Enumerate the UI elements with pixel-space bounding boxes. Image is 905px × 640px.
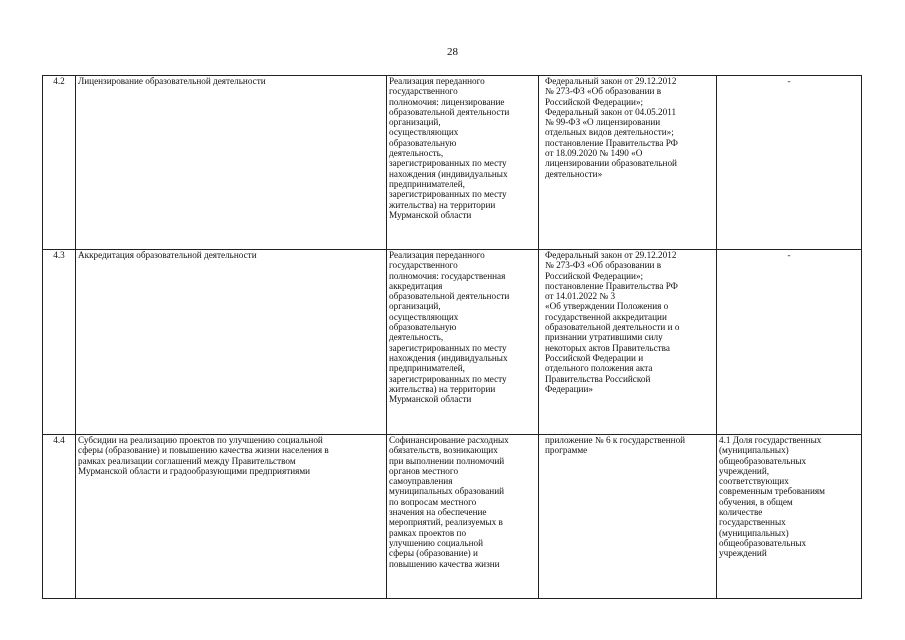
indicator xyxy=(717,435,862,599)
program-table xyxy=(42,75,862,599)
text-line: государственных xyxy=(719,517,786,528)
text-line: предпринимателей, xyxy=(389,178,465,189)
text-line: Российской Федерации и xyxy=(545,352,644,363)
text-line: (муниципальных) xyxy=(719,527,789,538)
text-line: 4.1 Доля государственных xyxy=(719,435,822,445)
text-line: от 18.09.2020 № 1490 «О xyxy=(545,148,643,159)
text-line: постановление Правительства РФ xyxy=(545,280,678,291)
measure-name xyxy=(76,435,387,599)
text-line: нахождения (индивидуальных xyxy=(389,352,508,363)
authority-description xyxy=(387,250,539,435)
text-line: Субсидии на реализацию проектов по улучшению социальной xyxy=(78,435,323,445)
text-line: Софинансирование расходных xyxy=(389,435,509,445)
text-line: признании утратившими силу xyxy=(545,332,663,343)
text-line: деятельность, xyxy=(389,148,444,159)
text-line: аккредитация xyxy=(389,280,443,291)
text-line: деятельность, xyxy=(389,332,444,343)
text-line: органов местного xyxy=(389,465,459,476)
text-line: зарегистрированных по месту xyxy=(389,342,507,353)
text-line: зарегистрированных по месту xyxy=(389,373,507,384)
text-line: по вопросам местного xyxy=(389,496,477,507)
text-line: обязательств, возникающих xyxy=(389,445,498,456)
text-line: государственного xyxy=(389,86,458,97)
text-line: сферы (образование) и повышению качества жизни населения в xyxy=(78,445,329,456)
text-line: жительства) на территории xyxy=(389,199,496,210)
text-line: Правительства Российской xyxy=(545,373,651,384)
text-line: обучения, в общем xyxy=(719,496,793,507)
text-line: соответствующих xyxy=(719,476,789,487)
text-line: учреждений, xyxy=(719,465,770,476)
text-line: полномочия: лицензирование xyxy=(389,96,505,107)
text-line: Федерации» xyxy=(545,383,593,394)
text-line: отдельного положения акта xyxy=(545,363,653,374)
text-line: Федеральный закон от 04.05.2011 xyxy=(545,106,677,117)
row-number: 4.2 xyxy=(43,76,76,250)
text-line: образовательной деятельности и о xyxy=(545,322,680,333)
text-line: мероприятий, реализуемых в xyxy=(389,517,503,528)
indicator xyxy=(717,250,862,435)
measure-name xyxy=(76,76,387,250)
text-line: Мурманской области xyxy=(389,394,472,405)
text-line: полномочия: государственная xyxy=(389,270,506,281)
text-line: Федеральный закон от 29.12.2012 xyxy=(545,250,677,260)
text-line: при выполнении полномочий xyxy=(389,455,505,466)
authority-description xyxy=(387,435,539,599)
row-number: 4.3 xyxy=(43,250,76,435)
legal-basis xyxy=(539,435,717,599)
text-line: - xyxy=(787,250,791,260)
text-line: осуществляющих xyxy=(389,311,459,322)
text-line: Реализация переданного xyxy=(389,250,485,260)
text-line: приложение № 6 к государственной xyxy=(545,435,686,445)
text-line: Российской Федерации»; xyxy=(545,96,644,107)
text-line: № 273-ФЗ «Об образовании в xyxy=(545,86,662,97)
text-line: зарегистрированных по месту xyxy=(389,158,507,169)
authority-description xyxy=(387,76,539,250)
text-line: Реализация переданного xyxy=(389,76,485,86)
text-line: образовательной деятельности xyxy=(389,291,510,302)
text-line: деятельности» xyxy=(545,168,603,179)
text-line: «Об утверждении Положения о xyxy=(545,301,669,312)
legal-basis xyxy=(539,250,717,435)
text-line: значения на обеспечение xyxy=(389,507,487,518)
text-line: Аккредитация образовательной деятельности xyxy=(78,250,257,260)
text-line: - xyxy=(787,76,791,86)
text-line: самоуправления xyxy=(389,476,453,487)
text-line: образовательной деятельности xyxy=(389,106,510,117)
text-line: общеобразовательных xyxy=(719,537,807,548)
text-line: осуществляющих xyxy=(389,127,459,138)
text-line: (муниципальных) xyxy=(719,445,789,456)
text-line: рамках проектов по xyxy=(389,527,467,538)
text-line: лицензировании образовательной xyxy=(545,158,677,169)
text-line: Российской Федерации»; xyxy=(545,270,644,281)
text-line: зарегистрированных по месту xyxy=(389,189,507,200)
text-line: некоторых актов Правительства xyxy=(545,342,670,353)
text-line: государственного xyxy=(389,260,458,271)
text-line: Лицензирование образовательной деятельности xyxy=(78,76,266,86)
text-line: от 14.01.2022 № 3 xyxy=(545,291,616,302)
text-line: рамках реализации соглашений между Правительством xyxy=(78,455,296,466)
text-line: жительства) на территории xyxy=(389,383,496,394)
text-line: Федеральный закон от 29.12.2012 xyxy=(545,76,677,86)
table-row xyxy=(43,250,862,435)
text-line: образовательную xyxy=(389,137,457,148)
text-line: количестве xyxy=(719,507,763,518)
table-row xyxy=(43,435,862,599)
text-line: Мурманской области xyxy=(389,209,472,220)
table-row xyxy=(43,76,862,250)
measure-name xyxy=(76,250,387,435)
text-line: учреждений xyxy=(719,548,767,559)
text-line: предпринимателей, xyxy=(389,363,465,374)
text-line: современным требованиям xyxy=(719,486,825,497)
text-line: муниципальных образований xyxy=(389,486,505,497)
text-line: организаций, xyxy=(389,117,441,128)
text-line: Мурманской области и градообразующими предприятиями xyxy=(78,465,311,476)
text-line: отдельных видов деятельности»; xyxy=(545,127,674,138)
text-line: образовательную xyxy=(389,322,457,333)
legal-basis xyxy=(539,76,717,250)
text-line: улучшению социальной xyxy=(389,537,484,548)
text-line: программе xyxy=(545,445,588,456)
row-number: 4.4 xyxy=(43,435,76,599)
text-line: № 273-ФЗ «Об образовании в xyxy=(545,260,662,271)
text-line: организаций, xyxy=(389,301,441,312)
indicator xyxy=(717,76,862,250)
text-line: повышению качества жизни xyxy=(389,558,500,569)
text-line: № 99-ФЗ «О лицензировании xyxy=(545,117,661,128)
text-line: нахождения (индивидуальных xyxy=(389,168,508,179)
text-line: общеобразовательных xyxy=(719,455,807,466)
text-line: постановление Правительства РФ xyxy=(545,137,678,148)
text-line: государственной аккредитации xyxy=(545,311,667,322)
text-line: сферы (образование) и xyxy=(389,548,478,559)
page-number: 28 xyxy=(447,46,458,58)
